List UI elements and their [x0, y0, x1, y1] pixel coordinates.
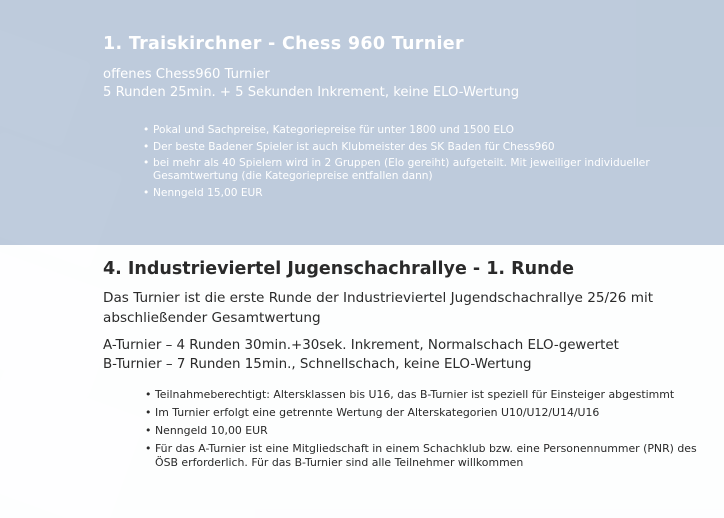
list-item: • Der beste Badener Spieler ist auch Klubmeister des SK Baden für Chess960	[143, 141, 683, 154]
youth-rally-details-list	[145, 388, 710, 474]
list-item: • bei mehr als 40 Spielern wird in 2 Gruppen (Elo gereiht) aufgeteilt. Mit jeweiliger individueller Gesamtwertung (die Kategoriepreise entfallen dann)	[143, 157, 683, 183]
chess960-subtitle-line2: 5 Runden 25min. + 5 Sekunden Inkrement, keine ELO-Wertung	[103, 85, 520, 100]
chess960-subtitle	[103, 66, 519, 102]
chess960-subtitle-line1: offenes Chess960 Turnier	[103, 67, 270, 82]
youth-rally-title: 4. Industrieviertel Jugenschachrallye - 1. Runde	[103, 259, 574, 279]
mode-b-line: B-Turnier – 7 Runden 15min., Schnellschach, keine ELO-Wertung	[103, 357, 532, 372]
chess960-details-list	[143, 124, 683, 203]
youth-rally-modes	[103, 336, 718, 374]
list-item: • Pokal und Sachpreise, Kategoriepreise für unter 1800 und 1500 ELO	[143, 124, 683, 137]
list-item: • Im Turnier erfolgt eine getrennte Wertung der Alterskategorien U10/U12/U14/U16	[145, 406, 710, 420]
mode-a-line: A-Turnier – 4 Runden 30min.+30sek. Inkrement, Normalschach ELO-gewertet	[103, 338, 619, 353]
chess960-tournament-section	[0, 0, 724, 245]
youth-rally-section	[0, 245, 724, 518]
youth-rally-description: Das Turnier ist die erste Runde der Industrieviertel Jugendschachrallye 25/26 mit abschließender Gesamtwertung	[103, 290, 654, 326]
chess960-title: 1. Traiskirchner - Chess 960 Turnier	[103, 34, 464, 54]
list-item: • Nenngeld 15,00 EUR	[143, 187, 683, 200]
list-item: • Nenngeld 10,00 EUR	[145, 424, 710, 438]
list-item: • Für das A-Turnier ist eine Mitgliedschaft in einem Schachklub bzw. eine Personennummer (PNR) des ÖSB erforderlich. Für das B-Turnier sind alle Teilnehmer willkommen	[145, 442, 710, 470]
list-item: • Teilnahmeberechtigt: Altersklassen bis U16, das B-Turnier ist speziell für Einsteiger abgestimmt	[145, 388, 710, 402]
